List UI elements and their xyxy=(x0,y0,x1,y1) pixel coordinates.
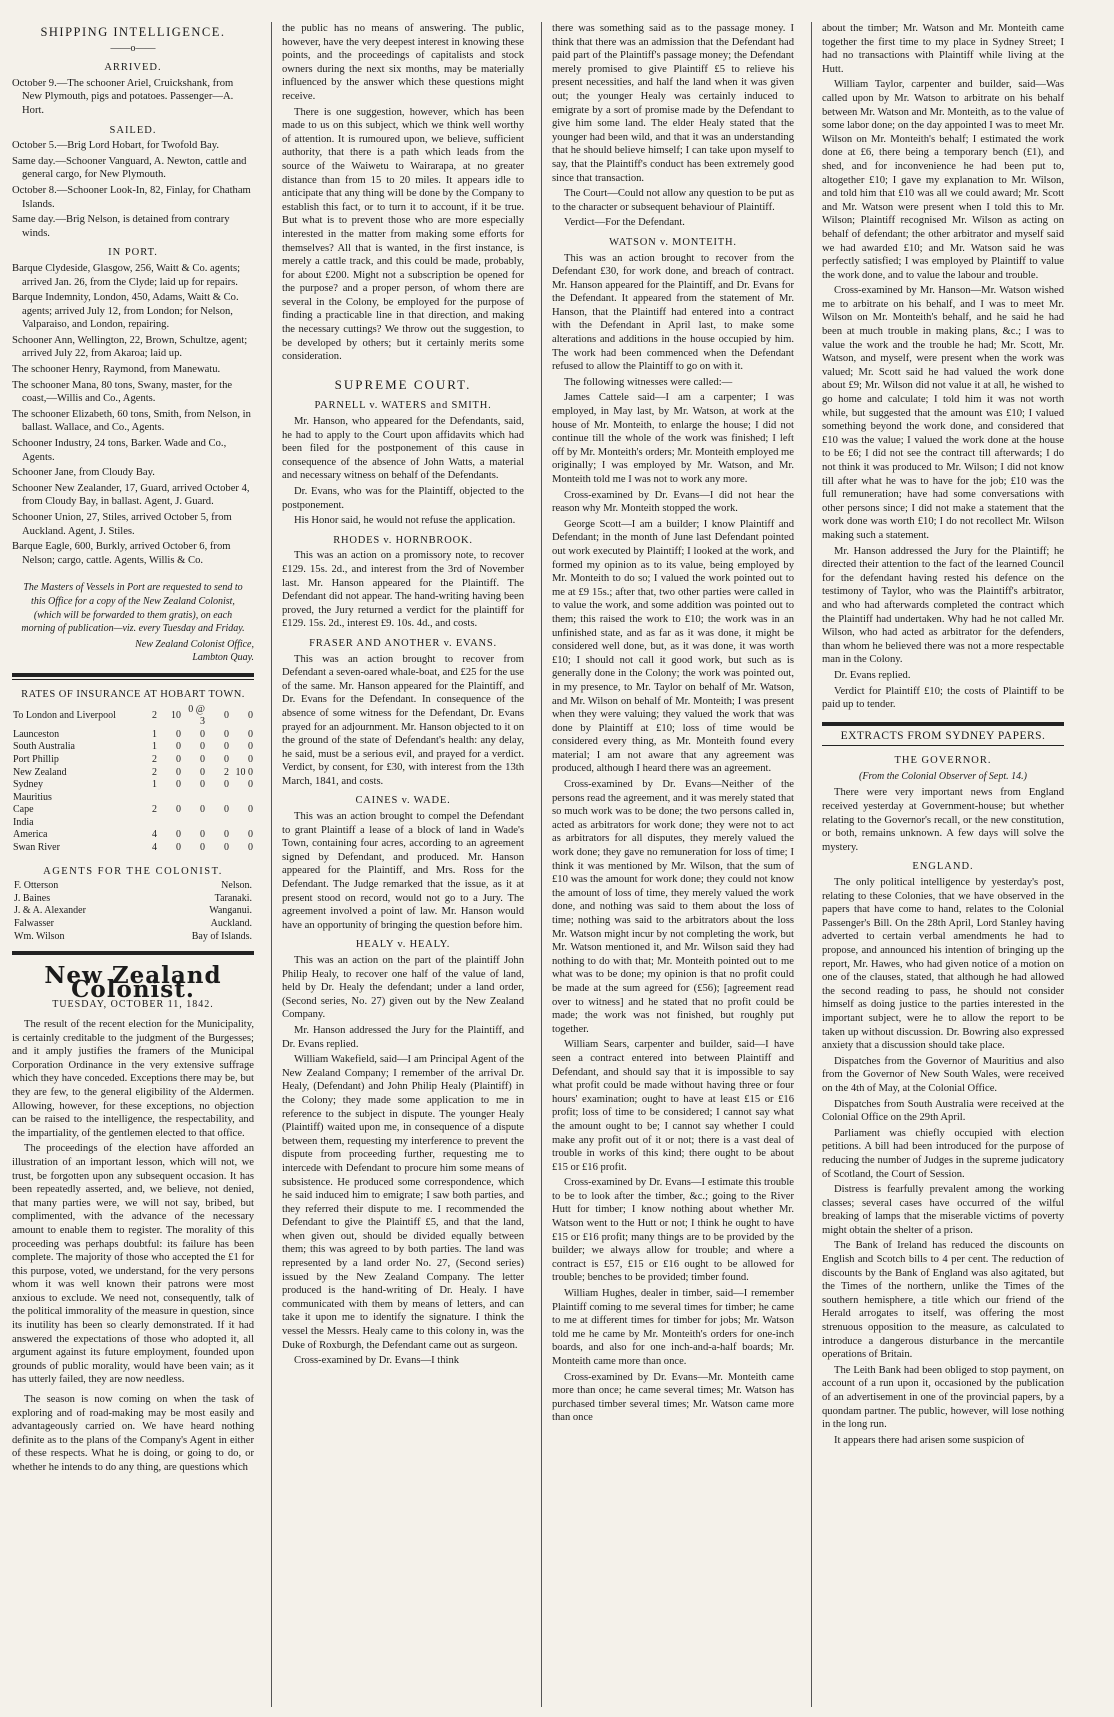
article-paragraph: The Leith Bank had been obliged to stop payment, on account of a run upon it, occasioned by the publication of an advertisement in one of the provincial papers, by a quondam partner. The public, however, will lose nothing in the long run. xyxy=(822,1364,1064,1431)
insurance-rate-cell: 0 xyxy=(224,728,229,740)
column-1 xyxy=(12,22,254,1707)
agent-name: Wm. Wilson xyxy=(14,930,65,942)
editorial-paragraph: The season is now coming on when the task of exploring and of road-making may be most easily and advantageously carried on. We have heard nothing definite as to the plans of the Company's Agent in either of these respects. What he is doing, or going to do, or whether he intends to do any thing, are questions which xyxy=(12,1394,254,1473)
column-rule xyxy=(271,22,272,1707)
insurance-row xyxy=(12,741,254,754)
in-port-heading: IN PORT. xyxy=(108,247,158,259)
port-entry: The schooner Henry, Raymond, from Manewatu. xyxy=(12,364,221,376)
insurance-destination: Sydney xyxy=(13,779,43,791)
insurance-rate-cell: 0 xyxy=(248,753,253,765)
insurance-row xyxy=(12,842,254,855)
insurance-rate-cell: 0 xyxy=(200,804,205,816)
insurance-rate-cell: 0 xyxy=(200,829,205,841)
case-heading: HEALY v. HEALY. xyxy=(355,939,451,951)
extracts-heading: EXTRACTS FROM SYDNEY PAPERS. xyxy=(840,729,1046,742)
article-paragraph: The only political intelligence by yesterday's post, relating to these Colonies, that we have observed in the papers that have come to hand, relates to the Colonial Passenger's Bill. On the 28th April, Lord Stanley having adverted to certain verbal amendments he had to propose, and announced his intention of bringing up the report, Mr. Hawes, who had given notice of a motion on one of the clauses, stated, that although he had allowed the second reading to pass, he should not consider himself as doing justice to the parties interested in the important subject, were he to allow the report to be taken up without discussion. Dr. Bowring also expressed anxiety that a discussion should take place. xyxy=(822,877,1064,1052)
case-paragraph: Cross-examined by Mr. Hanson—Mr. Watson wished me to arbitrate on his behalf, and I was to meet Mr. Wilson on Mr. Monteith's behalf, and he said he had been at much trouble in making plans, &c.; I was to value the work and the trouble he had; Mr. Scott, Mr. Watson, and myself, were present when the work was valued; Mr. Scott said he had valued the work done about £9; Mr. Wilson did not value it at all, he wished to go home and calculate; I told him it was not worth while, but suggested that the amount was £10; I valued something beyond the work done, and considered that £10 was the value; I valued the work done at the house to be £6; I did not see the contract till afterwards; I do not think it was produced to Mr. Wilson; I did not know till after what he was to have for the job; £10 was the full remuneration; have had some conversations with other persons since; I did not make a statement that the work done was worth £10; I do not recollect Mr. Wilson making such a statement. xyxy=(822,285,1064,541)
agent-row xyxy=(12,905,254,918)
sailed-heading: SAILED. xyxy=(109,124,157,136)
insurance-rate-cell: 2 xyxy=(152,804,157,816)
insurance-rate-cell xyxy=(158,817,182,830)
insurance-rate-cell: 10 0 xyxy=(235,766,253,778)
article-paragraph: It appears there had arisen some suspicion of xyxy=(834,1434,1025,1446)
article-paragraph: There were very important news from England received yesterday at Government-house; but whether relating to the Governor's recall, or the new constitution, or both, remains unknown. A few days will solve the mystery. xyxy=(822,787,1064,853)
case-paragraph: William Wakefield, said—I am Principal Agent of the New Zealand Company; I remember of the arrival Dr. Healy, (Defendant) and John Philip Healy (Plaintiff) in the Colony; they made some application to me in reference to the subject in dispute. The younger Healy (Plaintiff) waited upon me, in consequence of a dispute between them, requesting my interference to prevent the dispute from proceeding further, requesting me to intercede with Defendant to procure him some means of subsistence. He produced some correspondence, which he said induced him to emigrate; I saw both parties, and they referred their dispute to me. I recommended the Defendant to give the Plaintiff £5, and that the land, when given out, should be divided equally between them; this was agreed to by both parties. The land was represented by a land order No. 27, (Second series) issued by the New Zealand Company. The letter produced is the hand-writing of Dr. Healy. I have communicated with them by means of letters, and can take it upon me to identify the signature. I think the vessel the Messrs. Healy came to this colony in, was the Duke of Roxburgh, the Defendant came out as surgeon. xyxy=(282,1054,524,1351)
source-credit: (From the Colonial Observer of Sept. 14.) xyxy=(859,770,1027,782)
sailed-entry: Same day.—Schooner Vanguard, A. Newton, cattle and general cargo, for New Plymouth. xyxy=(12,155,247,181)
insurance-row xyxy=(12,779,254,792)
insurance-destination: South Australia xyxy=(13,741,75,753)
insurance-rate-cell: 4 xyxy=(152,842,157,854)
masters-notice: The Masters of Vessels in Port are requested to send to this Office for a copy of the New Zealand Colonist, (which will be forwarded to them gratis), on each morning of publication—viz. every Tuesday and Friday. xyxy=(21,582,245,635)
insurance-rate-cell: 1 xyxy=(152,728,157,740)
section-divider xyxy=(12,679,254,680)
insurance-rate-cell: 0 xyxy=(200,779,205,791)
insurance-row xyxy=(12,792,254,805)
port-entry: Barque Clydeside, Glasgow, 256, Waitt & Co. agents; arrived Jan. 26, from the Clyde; laid up for repairs. xyxy=(12,262,241,288)
editorial-paragraph: The result of the recent election for the Municipality, is certainly creditable to the judgment of the Burgesses; and it amply justifies the framers of the Municipal Corporation Ordinance in the very extensive suffrage which they have conceded. Exceptions there may be, but they are few, to the general eligibility of the Aldermen. Allowing, however, for these exceptions, no objection can be raised to the intelligence, the respectability, and the impartiality, of the gentlemen elected to that office. xyxy=(12,1019,254,1139)
england-heading: ENGLAND. xyxy=(912,861,974,873)
insurance-destination: Cape xyxy=(13,804,34,816)
case-paragraph: Verdict—For the Defendant. xyxy=(564,217,685,229)
notice-signoff: Lambton Quay. xyxy=(192,652,254,664)
port-entry: Schooner Industry, 24 tons, Barker. Wade and Co., Agents. xyxy=(12,438,227,463)
case-paragraph: The Court—Could not allow any question to be put as to the character or subsequent behaviour of Plaintiff. xyxy=(552,188,794,213)
sailed-entry: Same day.—Brig Nelson, is detained from contrary winds. xyxy=(12,214,230,239)
case-paragraph: The following witnesses were called:— xyxy=(564,376,733,388)
port-entry: Barque Eagle, 600, Burkly, arrived October 6, from Nelson; cargo, cattle. Agents, Willis & Co. xyxy=(12,541,231,566)
insurance-rate-cell: 0 xyxy=(176,766,181,778)
editorial-paragraph: The proceedings of the election have afforded an illustration of an important lesson, which will not, we trust, be forgotten upon any subsequent occasion. It has been repeatedly asserted, and, we believe, not denied, that many parties were, we will not say, bribed, but complimented, with the advance of the necessary amount to enable them to register. The morality of this proceeding was perhaps doubtful: its failure has been complete. The majority of those who accepted the £1 for this purpose, voted, we understand, for the very persons whom it was well known their patrons were most anxious to exclude. We need not, consequently, talk of the political immorality of the measure in question, since its inutility has been so clearly demonstrated. If it had answered the expectations of those who adopted it, all argument against its future employment, founded upon grounds of public morality, would have been vain; as it has utterly failed, they are now needless. xyxy=(12,1143,254,1386)
case-paragraph: Dr. Evans replied. xyxy=(834,669,911,681)
agent-row xyxy=(12,880,254,893)
insurance-rate-cell: 0 xyxy=(224,842,229,854)
agent-row xyxy=(12,893,254,906)
case-heading: CAINES v. WADE. xyxy=(355,795,451,807)
insurance-rate-cell: 0 xyxy=(200,741,205,753)
column-3 xyxy=(552,22,794,1707)
case-paragraph: Mr. Hanson, who appeared for the Defendants, said, he had to apply to the Court upon affidavits which had been filed for the postponement of this cause in consequence of the absence of John Watts, a material and necessary witness on behalf of the Defendants. xyxy=(282,416,524,482)
insurance-rate-cell: 2 xyxy=(152,709,157,721)
insurance-destination: Launceston xyxy=(13,728,60,740)
case-paragraph: Verdict for Plaintiff £10; the costs of Plaintiff to be paid up to tender. xyxy=(822,685,1064,711)
article-paragraph: The Bank of Ireland has reduced the discounts on English and Scotch bills to 4 per cent. The reduction of discounts by the Bank of England was also agitated, but the Times of the northern, unlike the Times of the southern hemisphere, a title which our friend of the Herald arrogates to itself, was offering the most strenuous opposition to the measure, as calculated to introduce a dangerous disturbance in the mercantile operations of Britain. xyxy=(822,1240,1064,1361)
insurance-rate-cell: 0 xyxy=(176,804,181,816)
case-paragraph: Cross-examined by Dr. Evans—I estimate this trouble to be to look after the timber, &c.; going to the River Hutt for timber; I know nothing about whether Mr. Watson went to the Hutt or not; I think he ought to have £15 or £16 profit; many things are to be provided by the builder; we always allow for trouble; and where a contract is £57, £15 or £16 ought to be allowed for trouble; benches to be provided; timber found. xyxy=(552,1177,794,1284)
column-rule xyxy=(541,22,542,1707)
port-entry: Barque Indemnity, London, 450, Adams, Waitt & Co. agents; arrived July 12, from London; for Nelson, Valparaiso, and London, repairing. xyxy=(12,292,239,331)
sailed-list xyxy=(12,139,254,240)
agent-row xyxy=(12,931,254,944)
dateline: TUESDAY, OCTOBER 11, 1842. xyxy=(52,999,214,1011)
case-paragraph: Cross-examined by Dr. Evans—I did not hear the reason why Mr. Monteith stopped the work. xyxy=(552,489,794,515)
editorial-paragraph: There is one suggestion, however, which has been made to us on this subject, which we think well worthy of attention. It is rumoured upon, we believe, sufficient authority, that there is a path which leads from the source of the Waiwetu to Wairarapa, at no greater distance than from 15 to 20 miles. It appears idle to anticipate that any thing will be done by the Company to establish this fact, or to turn it to account, if it be true. But what is to prevent those who are more especially interested in the matter from making some efforts for themselves? All that is wanted, in the first instance, is merely a cattle track, and this could be made, probably, for about £200. Might not a subscription be opened for the purpose? and a proper person, of whom there are several in the Colony, be employed for the purpose of finding a practicable line in that direction, and making the necessary cuttings? We throw out the suggestion, to be developed by others; but it certainly merits some consideration. xyxy=(282,106,524,363)
shipping-heading: SHIPPING INTELLIGENCE. xyxy=(40,25,226,39)
insurance-rate-cell: 2 xyxy=(224,766,229,778)
insurance-rate-cell: 2 xyxy=(152,766,157,778)
port-entry: Schooner Ann, Wellington, 22, Brown, Schultze, agent; arrived July 22, from Akaroa; laid up. xyxy=(12,334,248,360)
case-paragraph: Cross-examined by Dr. Evans—I think xyxy=(294,1355,460,1367)
case-heading: RHODES v. HORNBROOK. xyxy=(333,534,473,546)
sailed-entry: October 8.—Schooner Look-In, 82, Finlay, for Chatham Islands. xyxy=(12,184,251,210)
insurance-rate-cell: 0 xyxy=(248,829,253,841)
insurance-rate-cell: 0 xyxy=(224,741,229,753)
case-paragraph: Cross-examined by Dr. Evans—Mr. Monteith came more than once; he came several times; Mr. Watson has purchased timber several times; Mr. Watson came more than once xyxy=(552,1371,794,1424)
notice-signoff: New Zealand Colonist Office, xyxy=(135,638,254,650)
insurance-rate-cell: 0 xyxy=(248,779,253,791)
agents-table xyxy=(12,880,254,943)
case-paragraph: This was an action on a promissory note, to recover £129. 15s. 2d., and interest from the 3rd of November last. Mr. Hanson appeared for the Plaintiff. The Defendant did not appear. The hand-writing having been proved, the Jury returned a verdict for the plaintiff for £129. 15s. 2d., interest £9. 10s. 4d., and costs. xyxy=(282,550,524,630)
case-paragraph: Cross-examined by Dr. Evans—Neither of the persons read the agreement, and it was merely stated that so much work was to be done; the two persons called in, acted as arbitrators for work done; they were not to act as arbitrators for all disputes, they merely valued the work done; they gave no remuneration for loss of time; I think it was mentioned by Mr. Wilson, that the sum of £10 was the amount for work done; they could not know the amount of loss of time, they merely valued the work done, and nothing was said to them about the loss of time; nothing was said to the arbitrators about the loss Mr. Watson might incur by not completing the work, but Mr. Watson mentioned it, and Mr. Wilson said they had nothing to do with that; Mr. Monteith pointed out to me what was to be done; my opinion is that no profit could be made at the sum agreed for (£56); [agreement read over to witness] and he stated that no profit could be made; the work was not finished, but roughly put together. xyxy=(552,779,794,1035)
agent-place: Wanganui. xyxy=(209,905,252,917)
insurance-rate-cell: 0 xyxy=(176,842,181,854)
case-paragraph: His Honor said, he would not refuse the application. xyxy=(294,515,516,527)
insurance-row xyxy=(12,754,254,767)
agent-name: J. Baines xyxy=(14,892,51,904)
insurance-rate-cell: 0 xyxy=(224,829,229,841)
port-entry: Schooner Jane, from Cloudy Bay. xyxy=(12,467,155,479)
sailed-entry: October 5.—Brig Lord Hobart, for Twofold Bay. xyxy=(12,140,219,152)
port-entry: The schooner Elizabeth, 60 tons, Smith, from Nelson, in ballast. Wallace, and Co., Agents. xyxy=(12,408,251,434)
port-entry: Schooner Union, 27, Stiles, arrived October 5, from Auckland. Agent, J. Stiles. xyxy=(12,512,232,537)
insurance-rate-cell: 0 xyxy=(224,779,229,791)
article-paragraph: Dispatches from South Australia were received at the Colonial Office on the 29th April. xyxy=(822,1098,1064,1124)
insurance-rate-cell: 0 xyxy=(248,741,253,753)
insurance-destination: India xyxy=(13,816,34,828)
insurance-destination: America xyxy=(13,829,48,841)
agent-place: Nelson. xyxy=(221,880,252,892)
agent-name: F. Otterson xyxy=(14,880,59,892)
editorial-paragraph: the public has no means of answering. The public, however, have the very deepest interest in knowing these points, and the proceedings of capitalists and stock owners during the next six months, may be materially influenced by the answer which these questions might receive. xyxy=(282,23,524,102)
agent-place: Bay of Islands. xyxy=(191,930,252,942)
section-divider xyxy=(822,745,1064,746)
case-paragraph: about the timber; Mr. Watson and Mr. Monteith came together the first time to my place in Sydney Street; I had no transactions with Plaintiff while living at the Hutt. xyxy=(822,23,1064,75)
agent-name: Falwasser xyxy=(14,918,54,930)
port-entry: Schooner New Zealander, 17, Guard, arrived October 4, from Cloudy Bay, in ballast. Agent, J. Guard. xyxy=(12,482,250,508)
insurance-rate-cell xyxy=(134,817,158,830)
insurance-rate-cell xyxy=(206,817,230,830)
insurance-rate-cell: 0 @ 3 xyxy=(188,703,205,728)
insurance-row xyxy=(12,829,254,842)
insurance-heading: RATES OF INSURANCE AT HOBART TOWN. xyxy=(21,688,245,700)
insurance-rate-cell: 0 xyxy=(224,753,229,765)
insurance-row xyxy=(12,804,254,817)
case-paragraph: Mr. Hanson addressed the Jury for the Plaintiff, and Dr. Evans replied. xyxy=(282,1024,524,1050)
insurance-rate-cell: 0 xyxy=(224,804,229,816)
insurance-rate-cell: 1 xyxy=(152,779,157,791)
insurance-destination: Port Phillip xyxy=(13,753,59,765)
case-heading: PARNELL v. WATERS and SMITH. xyxy=(314,400,492,412)
insurance-rate-cell xyxy=(230,817,254,830)
insurance-rate-cell xyxy=(182,792,206,805)
insurance-rate-cell: 0 xyxy=(176,741,181,753)
section-divider xyxy=(12,951,254,955)
insurance-destination: New Zealand xyxy=(13,766,67,778)
article-paragraph: Dispatches from the Governor of Mauritius and also from the Governor of New South Wales, were received on the 4th of May, at the Colonial Office. xyxy=(822,1055,1064,1094)
case-paragraph: This was an action on the part of the plaintiff John Philip Healy, to recover one half of the value of land, held by Dr. Healy the defendant; under a land order, (Second series, No. 27) given out by the New Zealand Company. xyxy=(282,955,524,1021)
insurance-rate-cell: 0 xyxy=(200,842,205,854)
insurance-table xyxy=(12,704,254,855)
agents-heading: AGENTS FOR THE COLONIST. xyxy=(43,865,223,877)
insurance-rate-cell: 0 xyxy=(224,709,229,721)
column-4 xyxy=(822,22,1064,1707)
supreme-court-heading: SUPREME COURT. xyxy=(334,376,472,392)
insurance-row xyxy=(12,767,254,780)
case-paragraph: William Sears, carpenter and builder, said—I have seen a contract entered into between Plaintiff and Defendant, and should say that it is impossible to say what profit could be made without having three or four hours' examination; ought to have at least £15 or £16 profit; loss of time to be considered; I cannot say what the amount ought to be; I cannot say whether I could make any profit out of it or not; there is a vast deal of trouble in works of this kind; there ought to be about £15 or £16 profit. xyxy=(552,1039,794,1173)
insurance-row xyxy=(12,704,254,729)
in-port-list xyxy=(12,262,254,567)
insurance-rate-cell: 4 xyxy=(152,829,157,841)
case-paragraph: George Scott—I am a builder; I know Plaintiff and Defendant; in the month of June last Defendant pointed out work executed by Plaintiff; I looked at the work, and formed my opinion as to its value, being employed by Mr. Monteith to do so; I valued the work pointed out to me at £9 15s.; after that, two other parties were called in to value the work, and some addition was pointed out to them; this raised the work to £10; the work was in an unfinished state, and as far as it was done, it might be considered well done, but, as it was done, it was worth £10; I should not call it good work, but such as is generally done in the Colony; the work was pointed out, in my presence, to Mr. Taylor on behalf of Mr. Watson, and Mr. Wilson on behalf of Mr. Monteith; I was present when they were valuing; they valued the work that was done by Plaintiff at £10; loss of time would be considered every thing, as Mr. Monteith found every material; I am not aware that any agreement was produced, although I heard there was an agreement. xyxy=(552,518,794,775)
column-2 xyxy=(282,22,524,1707)
insurance-rate-cell xyxy=(206,792,230,805)
insurance-rate-cell: 0 xyxy=(248,709,253,721)
insurance-rate-cell xyxy=(158,792,182,805)
insurance-rate-cell: 0 xyxy=(176,728,181,740)
port-entry: The schooner Mana, 80 tons, Swany, master, for the coast,—Willis and Co., Agents. xyxy=(12,379,233,405)
insurance-rate-cell: 0 xyxy=(248,728,253,740)
insurance-row xyxy=(12,729,254,742)
insurance-rate-cell xyxy=(134,792,158,805)
case-paragraph: Mr. Hanson addressed the Jury for the Plaintiff; he directed their attention to the fact of the learned Council for the defendant having rested his defence on the testimony of Taylor, who was the Plaintiff's arbitrator, and who had afterwards completed the contract which the Plaintiff had undertaken. Why had he not called Mr. Wilson, who had acted as arbitrator for the defenders, than whom he believed there was not a more respectable man in the Colony. xyxy=(822,545,1064,666)
governor-heading: THE GOVERNOR. xyxy=(894,755,992,767)
case-paragraph: William Taylor, carpenter and builder, said—Was called upon by Mr. Watson to arbitrate on his behalf between Mr. Watson and Mr. Monteith, as to the value of some labor done; on the day appointed I was to meet Mr. Wilson on Mr. Monteith's behalf; I estimated the work done at £6, there being a temporary bench (£1), and shed, and for inconvenience he had been put to, altogether £10; I gave my explanation to Mr. Wilson, and told him that £10 was all we could award; Mr. Scott and Mr. Watson were present when I told this to Mr. Wilson; Plaintiff recognised Mr. Wilson as acting on behalf of defendant; the other arbitrator and myself said we had awarded £10; and Mr. Watson said he was perfectly satisfied; I was employed by Plaintiff to value the work done, and to value the labour and trouble. xyxy=(822,79,1064,281)
insurance-rate-cell: 0 xyxy=(248,842,253,854)
insurance-rate-cell: 0 xyxy=(200,766,205,778)
insurance-destination: Swan River xyxy=(13,842,60,854)
column-rule xyxy=(811,22,812,1707)
case-paragraph: This was an action brought to recover from Defendant a seven-oared whale-boat, and £25 for the use of the same. Mr. Hanson appeared for the Plaintiff, and Dr. Evans for the Defendant. In consequence of the absence of some witness for the Defendant, Dr. Evans prayed for an adjournment. Mr. Hanson objected to it on the ground of the state of Defendant's health: any delay, he said, must be a serious evil, and prayed for a verdict. Verdict, by consent, for £30, with interest from the 13th March, 1841, and costs. xyxy=(282,653,524,787)
case-paragraph: James Cattele said—I am a carpenter; I was employed, in May last, by Mr. Watson, at work at the house of Mr. Monteith, to enlarge the house; I did not continue till the whole of the work was finished; I left off by Mr. Monteith's orders; Mr. Monteith employed me originally; I was employed by Mr. Watson, and Mr. Monteith told me I was not to work any more. xyxy=(552,392,794,485)
masthead: New Zealand Colonist. xyxy=(44,962,222,1003)
insurance-rate-cell: 1 xyxy=(152,741,157,753)
case-paragraph: Dr. Evans, who was for the Plaintiff, objected to the postponement. xyxy=(282,486,524,511)
case-paragraph: there was something said as to the passage money. I think that there was an admission that the Defendant had paid part of the Plaintiff's passage money; the Defendant merely promised to give Plaintiff £5 to relieve his present necessities, and half the land when it was given out; the younger Healy was certainly induced to emigrate by a sort of promise made by the Defendant to give him some land. The elder Healy stated that the younger had been wild, and that it was an understanding that he should believe himself; I can take upon myself to say, that the Plaintiff's conduct has been extremely good since that transaction. xyxy=(552,23,794,184)
ornament-rule: ——o—— xyxy=(110,42,156,54)
insurance-rate-cell: 0 xyxy=(176,829,181,841)
insurance-rate-cell: 0 xyxy=(176,779,181,791)
insurance-destination: Mauritius xyxy=(13,791,52,803)
insurance-destination: To London and Liverpool xyxy=(13,709,116,721)
agent-name: J. & A. Alexander xyxy=(14,905,86,917)
agent-place: Auckland. xyxy=(210,918,252,930)
insurance-rate-cell: 0 xyxy=(200,728,205,740)
arrival-entry: October 9.—The schooner Ariel, Cruickshank, from New Plymouth, pigs and potatoes. Passenger—A. Hort. xyxy=(12,77,234,116)
insurance-rate-cell: 2 xyxy=(152,753,157,765)
case-heading: FRASER AND ANOTHER v. EVANS. xyxy=(309,637,497,649)
section-divider xyxy=(12,673,254,677)
insurance-rate-cell xyxy=(182,817,206,830)
section-divider xyxy=(822,722,1064,726)
insurance-rate-cell: 10 xyxy=(171,709,181,721)
case-paragraph: This was an action brought to compel the Defendant to grant Plaintiff a lease of a block of land in Wade's Town, containing four acres, according to an agreement signed by Defendant, and produced. Mr. Hanson appeared for the Plaintiff, and Mrs. Ross for the Defendant. The Judge remarked that the issue, as it at present stood on record, would not go to a Jury. The agreement involved a point of law. Mr. Hanson would have an opportunity of bringing the question before him. xyxy=(282,811,524,931)
case-heading: WATSON v. MONTEITH. xyxy=(609,236,737,248)
insurance-rate-cell: 0 xyxy=(176,753,181,765)
article-paragraph: Parliament was chiefly occupied with election petitions. A bill had been introduced for the purpose of reducing the number of Judges in the supreme judicatory of Scotland, the Court of Session. xyxy=(822,1127,1064,1180)
article-paragraph: Distress is fearfully prevalent among the working classes; several cases have occurred of the wilful breaking of lamps that the miserable victims of poverty might obtain the shelter of a prison. xyxy=(822,1184,1064,1236)
insurance-rate-cell: 0 xyxy=(248,804,253,816)
agent-place: Taranaki. xyxy=(214,892,252,904)
agent-row xyxy=(12,918,254,931)
case-paragraph: William Hughes, dealer in timber, said—I remember Plaintiff coming to me several times for timber; he came to me at different times for timber for jobs; Mr. Watson told me he came by Mr. Monteith's orders for one-inch boards, and also for one inch-and-a-half boards; Mr. Monteith came more than once. xyxy=(552,1288,794,1367)
case-paragraph: This was an action brought to recover from the Defendant £30, for work done, and breach of contract. Mr. Hanson appeared for the Plaintiff, and Dr. Evans for the Defendant. It appeared from the statement of Mr. Hanson, that the Plaintiff had entered into a contract with the Defendant in April last, to make some alterations and additions in the house occupied by him. The work had been commenced when the Defendant refused to allow the Plaintiff to go on with it. xyxy=(552,252,794,373)
insurance-rate-cell: 0 xyxy=(200,753,205,765)
arrived-heading: ARRIVED. xyxy=(104,62,162,74)
insurance-rate-cell xyxy=(230,792,254,805)
insurance-row xyxy=(12,817,254,830)
arrived-list xyxy=(12,77,254,118)
